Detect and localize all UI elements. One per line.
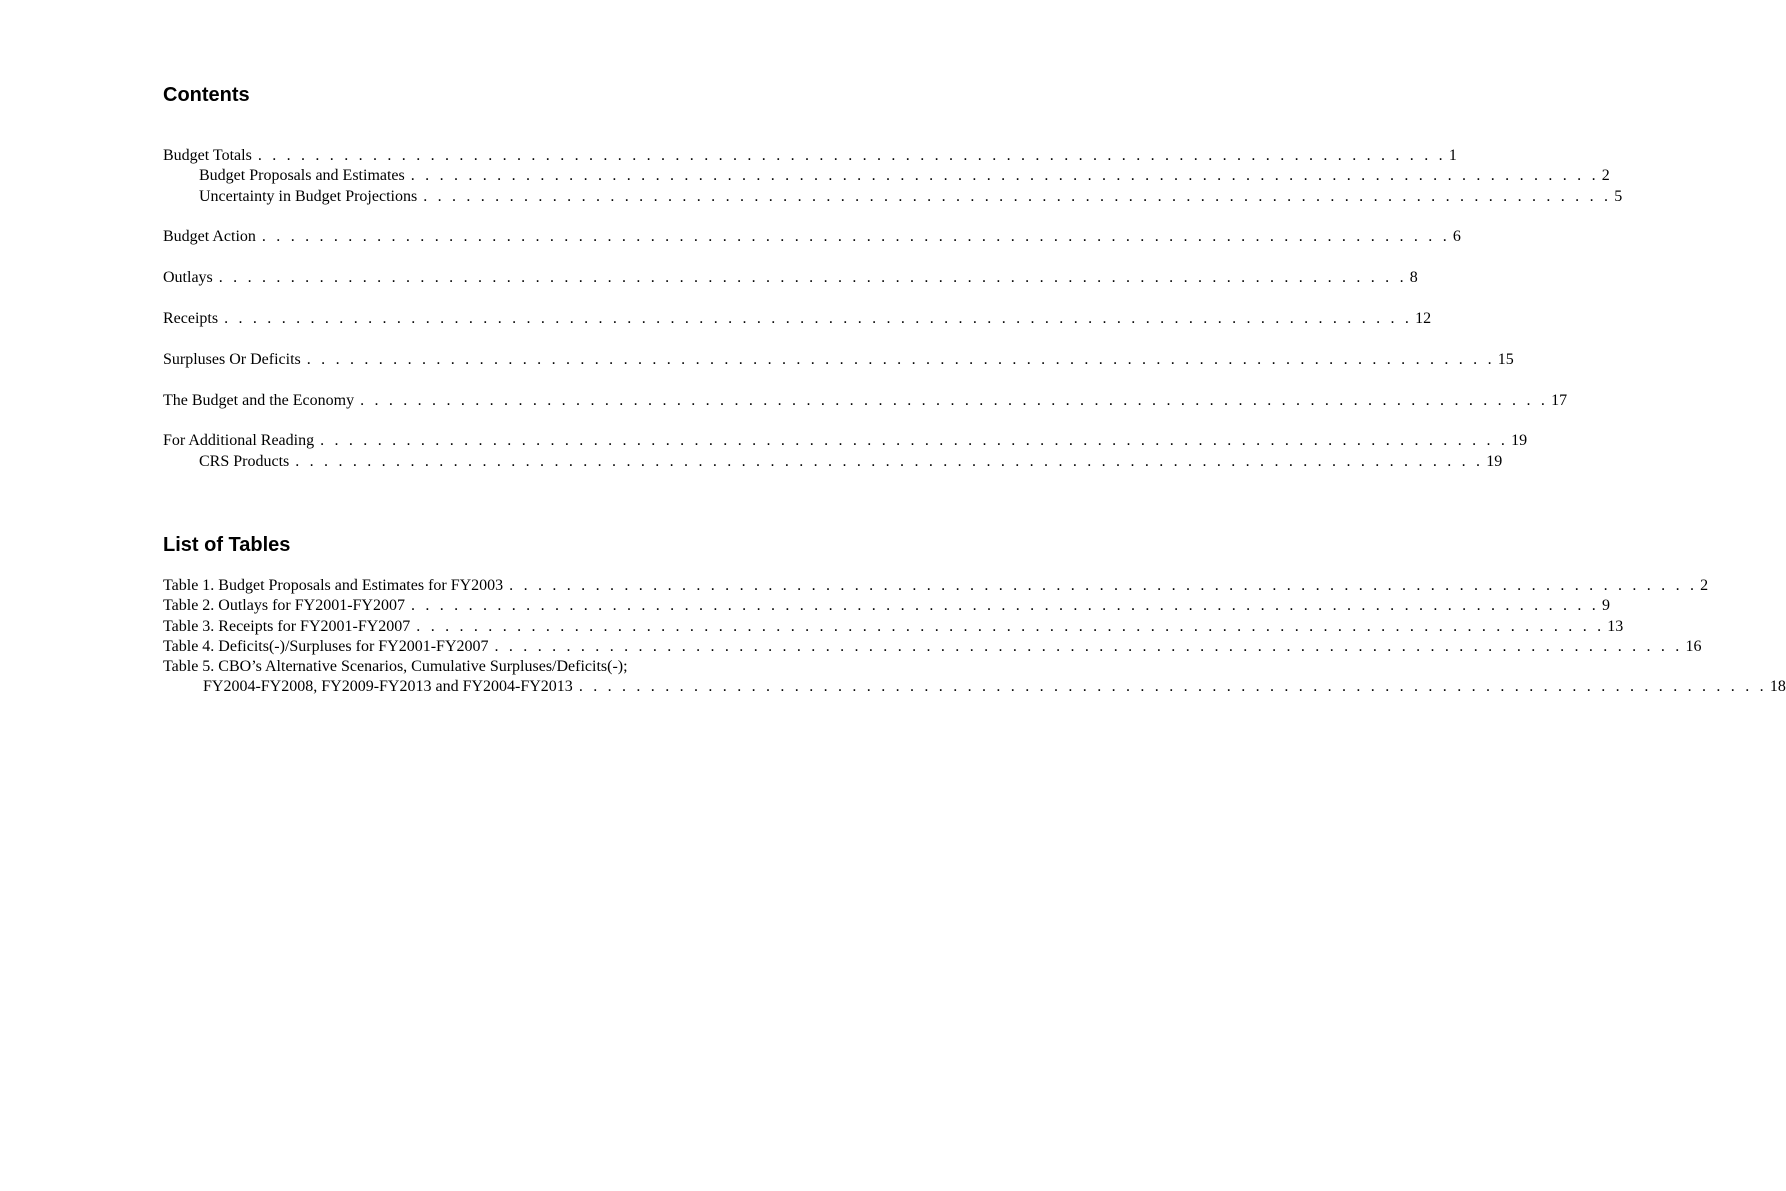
dot-leader: . . . . . . . . . . . . . . . . . . . . . . . . . . . . . . . . . . . . . . . . . . . . . . . . . . . . . . . . . . . . . . . . . . . . . . . . . . . . . . . . . . . xyxy=(509,577,1698,594)
dot-leader: . . . . . . . . . . . . . . . . . . . . . . . . . . . . . . . . . . . . . . . . . . . . . . . . . . . . . . . . . . . . . . . . . . . . . . . . . . . . . . . . . . . xyxy=(410,597,1599,615)
toc-entry-label: Budget Proposals and Estimates xyxy=(199,167,405,185)
table-entry-label: Table 3. Receipts for FY2001-FY2007 xyxy=(163,617,411,635)
contents-heading: Contents xyxy=(163,84,250,106)
toc-group-budget-and-economy xyxy=(163,391,1568,411)
toc-entry-page-number: 19 xyxy=(1511,432,1528,450)
toc-entry-page-number: 15 xyxy=(1497,350,1514,368)
toc-entry-budget-proposals-and-estimates[interactable] xyxy=(163,166,1610,186)
toc-entry-label: The Budget and the Economy xyxy=(163,391,355,409)
toc-entry-page-number: 12 xyxy=(1415,309,1432,327)
table-entry-5[interactable] xyxy=(163,657,758,677)
dot-leader: . . . . . . . . . . . . . . . . . . . . . . . . . . . . . . . . . . . . . . . . . . . . . . . . . . . . . . . . . . . . . . . . . . . . . . . . . . . . . . . . . . . xyxy=(410,167,1599,185)
toc-group-additional-reading xyxy=(163,431,1528,472)
toc-entry-budget-and-economy[interactable] xyxy=(163,391,1568,411)
table-entry-page-number: 9 xyxy=(1601,597,1610,615)
table-entry-label: Table 2. Outlays for FY2001-FY2007 xyxy=(163,597,405,615)
toc-entry-page-number: 5 xyxy=(1614,187,1623,205)
toc-entry-page-number: 19 xyxy=(1486,452,1503,470)
toc-entry-uncertainty-in-budget-projections[interactable] xyxy=(163,187,1623,207)
table-entry-2[interactable] xyxy=(163,596,1610,616)
dot-leader: . . . . . . . . . . . . . . . . . . . . . . . . . . . . . . . . . . . . . . . . . . . . . . . . . . . . . . . . . . . . . . . . . . . . . . . . . . . . . . . . . . . xyxy=(494,637,1683,655)
dot-leader: . . . . . . . . . . . . . . . . . . . . . . . . . . . . . . . . . . . . . . . . . . . . . . . . . . . . . . . . . . . . . . . . . . . . . . . . . . . . . . . . . . . xyxy=(578,678,1767,696)
dot-leader: . . . . . . . . . . . . . . . . . . . . . . . . . . . . . . . . . . . . . . . . . . . . . . . . . . . . . . . . . . . . . . . . . . . . . . . . . . . . . . . . . . . xyxy=(218,269,1407,287)
dot-leader: . . . . . . . . . . . . . . . . . . . . . . . . . . . . . . . . . . . . . . . . . . . . . . . . . . . . . . . . . . . . . . . . . . . . . . . . . . . . . . . . . . . xyxy=(224,309,1413,327)
dot-leader: . . . . . . . . . . . . . . . . . . . . . . . . . . . . . . . . . . . . . . . . . . . . . . . . . . . . . . . . . . . . . . . . . . . . . . . . . . . . . . . . . . . xyxy=(306,350,1495,368)
toc-entry-label: For Additional Reading xyxy=(163,432,315,450)
table-entry-page-number: 13 xyxy=(1607,617,1624,635)
dot-leader: . . . . . . . . . . . . . . . . . . . . . . . . . . . . . . . . . . . . . . . . . . . . . . . . . . . . . . . . . . . . . . . . . . . . . . . . . . . . . . . . . . . xyxy=(423,187,1612,205)
toc-entry-page-number: 8 xyxy=(1409,269,1418,287)
dot-leader: . . . . . . . . . . . . . . . . . . . . . . . . . . . . . . . . . . . . . . . . . . . . . . . . . . . . . . . . . . . . . . . . . . . . . . . . . . . . . . . . . . . xyxy=(257,147,1446,164)
table-entry-label: Table 1. Budget Proposals and Estimates for FY2003 xyxy=(163,577,504,594)
table-entry-3[interactable] xyxy=(163,617,1624,637)
table-entry-label-continued: FY2004-FY2008, FY2009-FY2013 and FY2004-FY2013 xyxy=(203,678,573,696)
toc-entry-for-additional-reading[interactable] xyxy=(163,431,1528,451)
toc-entry-label: Outlays xyxy=(163,269,213,287)
table-entry-label: Table 5. CBO’s Alternative Scenarios, Cumulative Surpluses/Deficits(-); xyxy=(163,658,628,676)
toc-entry-page-number: 17 xyxy=(1551,391,1568,409)
table-entry-1[interactable] xyxy=(163,576,1709,596)
dot-leader: . . . . . . . . . . . . . . . . . . . . . . . . . . . . . . . . . . . . . . . . . . . . . . . . . . . . . . . . . . . . . . . . . . . . . . . . . . . . . . . . . . . xyxy=(295,452,1484,470)
toc-group-budget-action xyxy=(163,227,1461,247)
dot-leader: . . . . . . . . . . . . . . . . . . . . . . . . . . . . . . . . . . . . . . . . . . . . . . . . . . . . . . . . . . . . . . . . . . . . . . . . . . . . . . . . . . . xyxy=(416,617,1605,635)
table-entry-page-number: 16 xyxy=(1685,637,1702,655)
table-entry-5-continued[interactable] xyxy=(163,677,1786,697)
toc-group-receipts xyxy=(163,309,1432,329)
contents-list xyxy=(163,146,1623,492)
list-of-tables-heading: List of Tables xyxy=(163,534,291,556)
toc-entry-label: Budget Action xyxy=(163,228,256,246)
toc-entry-outlays[interactable] xyxy=(163,268,1418,288)
toc-entry-page-number: 1 xyxy=(1448,147,1457,164)
toc-entry-label: CRS Products xyxy=(199,452,290,470)
toc-group-outlays xyxy=(163,268,1418,288)
toc-group-budget-totals xyxy=(163,146,1623,207)
table-entry-4[interactable] xyxy=(163,637,1702,657)
table-entry-page-number: 18 xyxy=(1769,678,1786,696)
table-entry-page-number: 2 xyxy=(1700,577,1709,594)
toc-entry-page-number: 6 xyxy=(1452,228,1461,246)
toc-entry-crs-products[interactable] xyxy=(163,452,1503,472)
toc-group-surpluses-or-deficits xyxy=(163,350,1514,370)
toc-entry-budget-action[interactable] xyxy=(163,227,1461,247)
toc-entry-label: Budget Totals xyxy=(163,147,252,164)
toc-entry-receipts[interactable] xyxy=(163,309,1432,329)
toc-entry-surpluses-or-deficits[interactable] xyxy=(163,350,1514,370)
toc-entry-budget-totals[interactable] xyxy=(163,146,1457,166)
toc-entry-label: Surpluses Or Deficits xyxy=(163,350,301,368)
toc-entry-label: Receipts xyxy=(163,309,219,327)
dot-leader: . . . . . . . . . . . . . . . . . . . . . . . . . . . . . . . . . . . . . . . . . . . . . . . . . . . . . . . . . . . . . . . . . . . . . . . . . . . . . . . . . . . xyxy=(360,391,1549,409)
toc-entry-page-number: 2 xyxy=(1601,167,1610,185)
toc-entry-label: Uncertainty in Budget Projections xyxy=(199,187,418,205)
dot-leader: . . . . . . . . . . . . . . . . . . . . . . . . . . . . . . . . . . . . . . . . . . . . . . . . . . . . . . . . . . . . . . . . . . . . . . . . . . . . . . . . . . . xyxy=(261,228,1450,246)
list-of-tables xyxy=(163,576,1786,698)
dot-leader: . . . . . . . . . . . . . . . . . . . . . . . . . . . . . . . . . . . . . . . . . . . . . . . . . . . . . . . . . . . . . . . . . . . . . . . . . . . . . . . . . . . xyxy=(320,432,1509,450)
table-entry-label: Table 4. Deficits(-)/Surpluses for FY2001-FY2007 xyxy=(163,637,489,655)
